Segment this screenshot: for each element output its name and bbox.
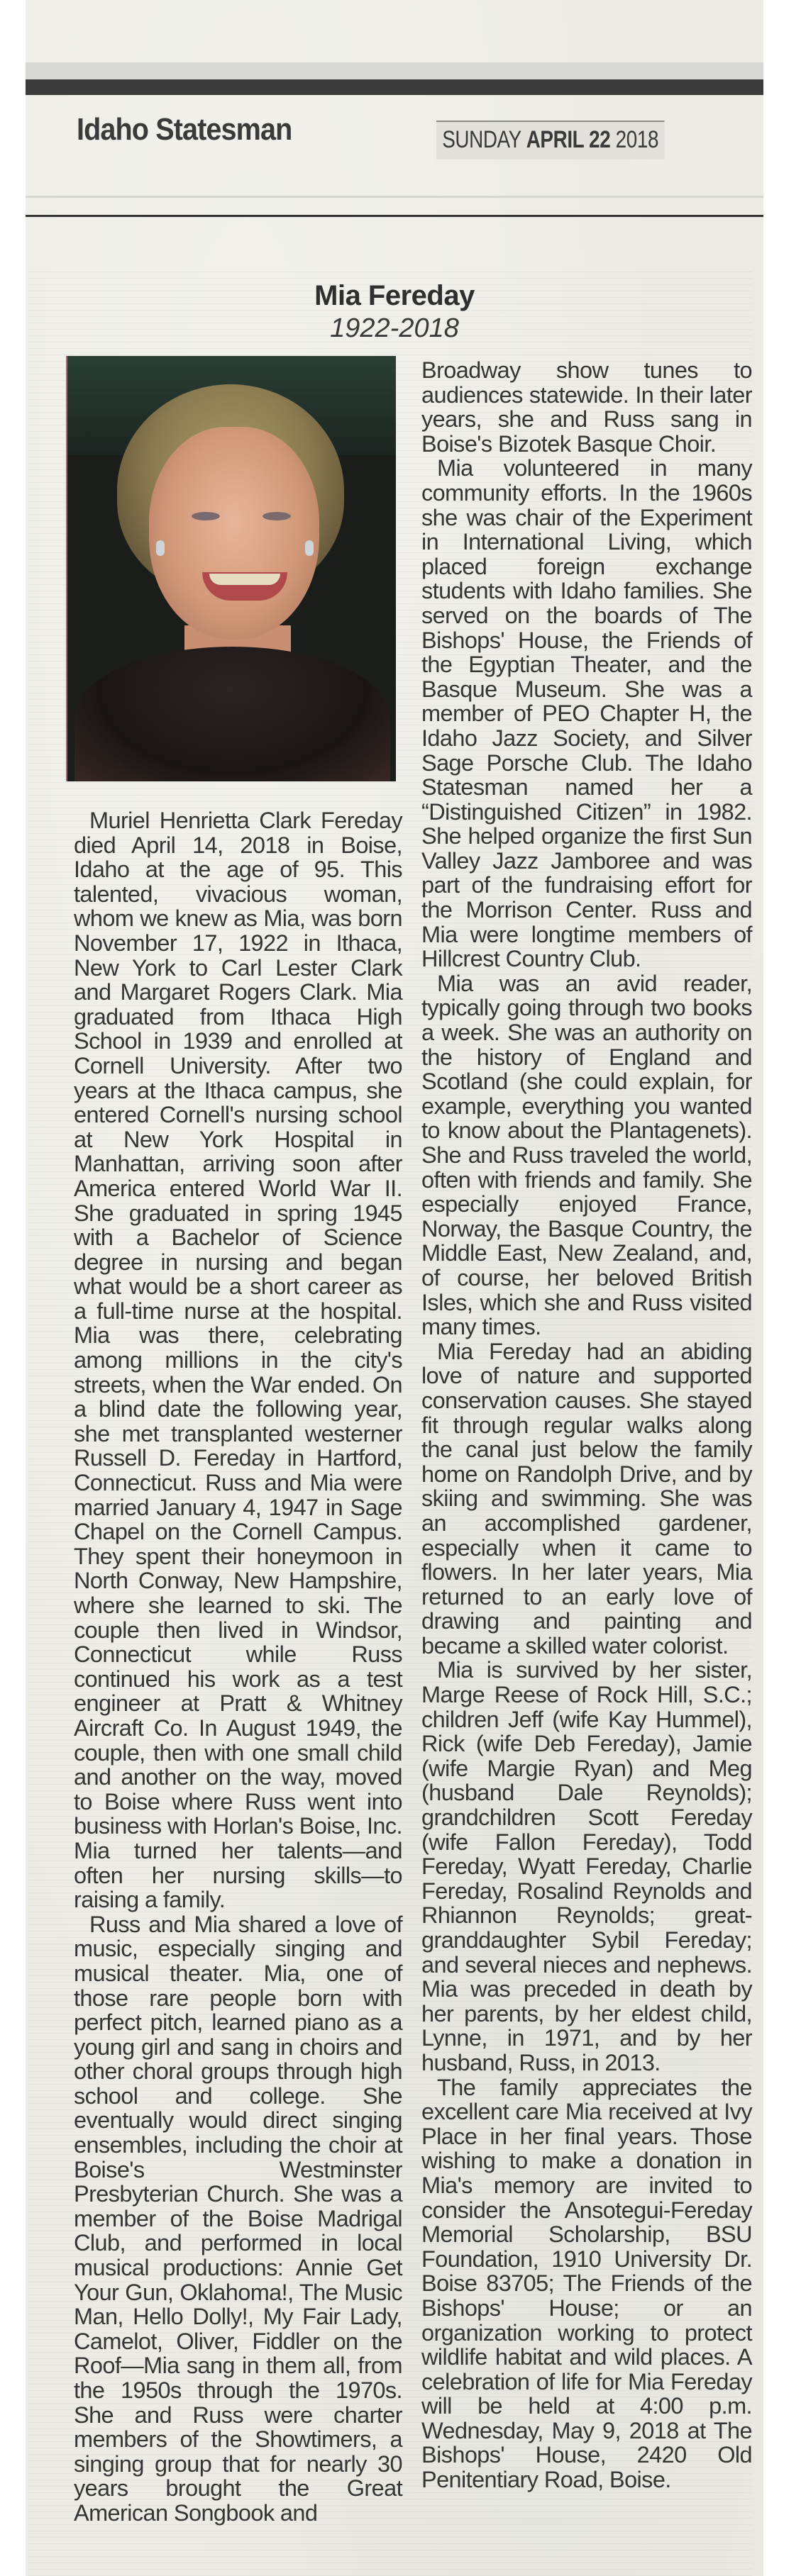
issue-date <box>436 121 664 160</box>
paragraph: The family appreciates the excellent care Mia received at Ivy Place in her final years. Those wishing to make a donation in Mia's memory are invited to consider the Ansotegui-Fereday Memorial Scholarship, BSU Foundation, 1910 University Dr. Boise 83705; The Friends of the Bishops' House; or an organization working to protect wildlife habitat and wild places. A celebration of life for Mia Fereday will be held at 4:00 p.m. Wednesday, May 9, 2018 at The Bishops' House, 2420 Old Penitentiary Road, Boise. <box>421 2074 752 2493</box>
newspaper-masthead: Idaho Statesman <box>77 112 292 147</box>
paragraph: Mia is survived by her sister, Marge Reese of Rock Hill, S.C.; children Jeff (wife Kay Hummel), Rick (wife Deb Fereday), Jamie (wife Margie Ryan) and Meg (husband Dale Reynolds); grandchildren Scott Fereday (wife Fallon Fereday), Todd Fereday, Wyatt Fereday, Charlie Fereday, Rosalind Reynolds and Rhiannon Reynolds; great-granddaughter Sybil Fereday; and several nieces and nephews. Mia was preceded in death by her parents, by her eldest child, Lynne, in 1971, and by her husband, Russ, in 2013. <box>421 1657 752 2075</box>
left-column <box>74 808 402 2526</box>
faint-divider <box>26 196 763 198</box>
paragraph: Mia was an avid reader, typically going through two books a week. She was an authority on the history of England and Scotland (she could explain, for example, everything you wanted to know about the Plantagenets). She and Russ traveled the world, often with friends and family. She especially enjoyed France, Norway, the Basque Country, the Middle East, New Zealand, and, of course, her beloved British Isles, which she and Russ visited many times. <box>421 970 752 1340</box>
header-black-bar <box>26 79 763 95</box>
photo-earring-right <box>305 540 314 556</box>
paragraph: Muriel Henrietta Clark Fereday died April 14, 2018 in Boise, Idaho at the age of 95. This talented, vivacious woman, whom we knew as Mia, was born November 17, 1922 in Ithaca, New York to Carl Lester Clark and Margaret Rogers Clark. Mia graduated from Ithaca High School in 1939 and enrolled at Cornell University. After two years at the Ithaca campus, she entered Cornell's nursing school at New York Hospital in Manhattan, arriving soon after America entered World War II. She graduated in spring 1945 with a Bachelor of Science degree in nursing and began what would be a short career as a full-time nurse at the hospital. Mia was there, celebrating among millions in the city's streets, when the War ended. On a blind date the following year, she met transplanted westerner Russell D. Fereday in Hartford, Connecticut. Russ and Mia were married January 4, 1947 in Sage Chapel on the Cornell Campus. They spent their honeymoon in North Conway, New Hampshire, where she learned to ski. The couple then lived in Windsor, Connecticut while Russ continued his work as a test engineer at Pratt & Whitney Aircraft Co. In August 1949, the couple, then with one small child and another on the way, moved to Boise where Russ went into business with Horlan's Boise, Inc. Mia turned her talents—and often her nursing skills—to raising a family. <box>74 808 402 1913</box>
photo-earring-left <box>156 540 165 556</box>
photo-sweater <box>74 647 390 781</box>
paragraph: Mia Fereday had an abiding love of nature and supported conservation causes. She stayed fit through regular walks along the canal just below the family home on Randolph Drive, and by skiing and swimming. She was an accomplished gardener, especially when it came to flowers. In her later years, Mia returned to an early love of drawing and painting and became a skilled water colorist. <box>421 1338 752 1658</box>
right-column <box>421 358 752 2492</box>
date-month-day: APRIL 22 <box>526 126 611 153</box>
paragraph-continued: Broadway show tunes to audiences statewide. In their later years, she and Russ sang in Boise's Bizotek Basque Choir. <box>421 357 752 457</box>
obituary-years: 1922-2018 <box>330 313 459 343</box>
portrait-photo <box>66 356 396 781</box>
obituary-name: Mia Fereday <box>314 280 475 311</box>
photo-teeth <box>209 574 280 585</box>
paragraph: Mia volunteered in many community efforts. In the 1960s she was chair of the Experiment in International Living, which placed foreign exchange students with Idaho families. She served on the boards of The Bishops' House, the Friends of the Egyptian Theater, and the Basque Museum. She was a member of PEO Chapter H, the Idaho Jazz Society, and Silver Sage Porsche Club. The Idaho Statesman named her a “Distinguished Citizen” in 1982. She helped organize the first Sun Valley Jazz Jamboree and was part of the fundraising effort for the Morrison Center. Russ and Mia were longtime members of Hillcrest Country Club. <box>421 455 752 972</box>
photo-eye-left <box>192 512 220 520</box>
date-weekday: SUNDAY <box>442 126 521 153</box>
paragraph: Russ and Mia shared a love of music, especially singing and musical theater. Mia, one of those rare people born with perfect pitch, learned piano as a young girl and sang in choirs and other choral groups through high school and college. She eventually would direct singing ensembles, including the choir at Boise's Westminster Presbyterian Church. She was a member of the Boise Madrigal Club, and performed in local musical productions: Annie Get Your Gun, Oklahoma!, The Music Man, Hello Dolly!, My Fair Lady, Camelot, Oliver, Fiddler on the Roof—Mia sang in them all, from the 1950s through the 1970s. She and Russ were charter members of the Showtimers, a singing group that for nearly 30 years brought the Great American Songbook and <box>74 1911 402 2526</box>
header-shadow-band <box>26 62 763 79</box>
section-divider <box>26 215 763 217</box>
photo-eye-right <box>263 512 291 520</box>
date-year: 2018 <box>615 126 659 153</box>
photo-face <box>149 427 319 640</box>
